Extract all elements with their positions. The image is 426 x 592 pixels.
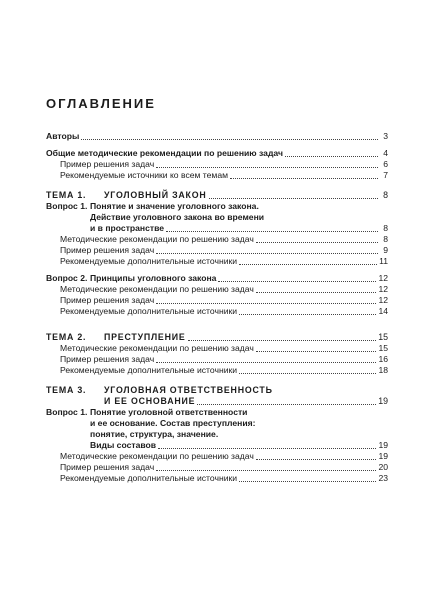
toc-page-number: 11 <box>379 256 388 266</box>
toc-leader <box>188 340 377 341</box>
toc-entry[interactable] <box>46 245 388 256</box>
toc-leader <box>256 351 377 352</box>
toc-entry-title: Методические рекомендации по решению задач <box>60 234 254 244</box>
theme-number: ТЕМА 3. <box>46 385 87 395</box>
question-title: и в пространстве <box>90 223 165 233</box>
toc-entry[interactable] <box>46 462 388 473</box>
question-number: Вопрос 1. <box>46 407 88 417</box>
toc-page-number: 19 <box>378 396 388 406</box>
theme-title: УГОЛОВНАЯ ОТВЕТСТВЕННОСТЬ <box>104 385 273 395</box>
toc-leader <box>156 470 376 471</box>
toc-page-number: 15 <box>378 332 388 342</box>
question-heading[interactable] <box>46 201 388 212</box>
toc-entry[interactable] <box>46 284 388 295</box>
question-title: и ее основание. Состав преступления: <box>90 418 256 428</box>
toc-page-number: 12 <box>378 295 388 305</box>
question-title: Понятие уголовной ответственности <box>90 407 248 417</box>
toc-entry[interactable] <box>46 306 388 317</box>
toc-list <box>46 131 388 490</box>
toc-entry[interactable] <box>46 170 388 181</box>
question-heading[interactable] <box>46 273 388 284</box>
toc-leader <box>218 281 376 282</box>
toc-page-number: 7 <box>383 170 388 180</box>
theme-heading-continuation <box>46 396 388 407</box>
question-title: Принципы уголовного закона <box>90 273 217 283</box>
toc-leader <box>156 362 376 363</box>
question-number: Вопрос 1. <box>46 201 88 211</box>
toc-page-number: 20 <box>378 462 388 472</box>
toc-entry-title: Методические рекомендации по решению задач <box>60 343 254 353</box>
toc-spacer <box>46 181 388 190</box>
toc-page-number: 4 <box>383 148 388 158</box>
toc-entry[interactable] <box>46 365 388 376</box>
toc-entry-title: Пример решения задач <box>60 159 155 169</box>
toc-entry[interactable] <box>46 148 388 159</box>
toc-page-number: 9 <box>383 245 388 255</box>
toc-spacer <box>46 323 388 332</box>
toc-page-number: 6 <box>383 159 388 169</box>
toc-page-number: 12 <box>378 273 388 283</box>
toc-entry-title: Рекомендуемые дополнительные источники <box>60 473 238 483</box>
toc-leader <box>256 459 377 460</box>
toc-leader <box>239 481 376 482</box>
question-heading-continuation <box>46 223 388 234</box>
question-heading[interactable] <box>46 407 388 418</box>
toc-page-number: 14 <box>378 306 388 316</box>
toc-entry[interactable] <box>46 256 388 267</box>
question-heading-continuation <box>46 418 388 429</box>
toc-leader <box>166 231 378 232</box>
toc-leader <box>209 198 379 199</box>
toc-leader <box>256 242 378 243</box>
toc-entry-title: Методические рекомендации по решению задач <box>60 451 254 461</box>
toc-leader <box>156 303 376 304</box>
toc-page-number: 3 <box>383 131 388 141</box>
question-number: Вопрос 2. <box>46 273 88 283</box>
toc-entry[interactable] <box>46 131 388 142</box>
toc-page-number: 19 <box>378 451 388 461</box>
toc-spacer <box>46 484 388 490</box>
toc-entry[interactable] <box>46 295 388 306</box>
question-title: Виды составов <box>90 440 157 450</box>
toc-page-number: 8 <box>383 234 388 244</box>
toc-entry-title: Рекомендуемые дополнительные источники <box>60 365 238 375</box>
toc-entry-title: Пример решения задач <box>60 462 155 472</box>
question-heading-continuation <box>46 212 388 223</box>
toc-leader <box>230 178 378 179</box>
toc-entry[interactable] <box>46 343 388 354</box>
toc-entry-title: Пример решения задач <box>60 245 155 255</box>
toc-entry-title: Рекомендуемые источники ко всем темам <box>60 170 229 180</box>
toc-entry[interactable] <box>46 473 388 484</box>
toc-leader <box>256 292 377 293</box>
toc-entry-title: Методические рекомендации по решению задач <box>60 284 254 294</box>
toc-spacer <box>46 376 388 385</box>
toc-leader <box>158 448 376 449</box>
toc-entry-title: Рекомендуемые дополнительные источники <box>60 306 238 316</box>
toc-entry-title: Общие методические рекомендации по решению задач <box>46 148 283 158</box>
question-heading-continuation <box>46 440 388 451</box>
toc-heading: ОГЛАВЛЕНИЕ <box>46 96 156 111</box>
toc-page-number: 8 <box>383 190 388 200</box>
toc-entry-title: Пример решения задач <box>60 354 155 364</box>
theme-heading[interactable] <box>46 385 388 396</box>
toc-entry[interactable] <box>46 159 388 170</box>
theme-heading[interactable] <box>46 332 388 343</box>
toc-leader <box>285 156 378 157</box>
toc-entry[interactable] <box>46 234 388 245</box>
theme-number: ТЕМА 1. <box>46 190 87 200</box>
theme-heading[interactable] <box>46 190 388 201</box>
toc-page-number: 18 <box>378 365 388 375</box>
toc-leader <box>197 404 376 405</box>
theme-title: И ЕЕ ОСНОВАНИЕ <box>104 396 196 406</box>
toc-leader <box>239 314 376 315</box>
toc-entry[interactable] <box>46 354 388 365</box>
question-title: Действие уголовного закона во времени <box>90 212 265 222</box>
toc-page-number: 12 <box>378 284 388 294</box>
toc-entry[interactable] <box>46 451 388 462</box>
toc-page-number: 19 <box>378 440 388 450</box>
theme-title: УГОЛОВНЫЙ ЗАКОН <box>104 190 207 200</box>
toc-page-number: 23 <box>378 473 388 483</box>
question-heading-continuation <box>46 429 388 440</box>
question-title: понятие, структура, значение. <box>90 429 219 439</box>
theme-title: ПРЕСТУПЛЕНИЕ <box>104 332 186 342</box>
toc-leader <box>81 139 378 140</box>
toc-leader <box>156 167 378 168</box>
toc-entry-title: Пример решения задач <box>60 295 155 305</box>
toc-page-number: 16 <box>378 354 388 364</box>
toc-entry-title: Авторы <box>46 131 80 141</box>
toc-entry-title: Рекомендуемые дополнительные источники <box>60 256 238 266</box>
toc-leader <box>239 373 376 374</box>
toc-leader <box>239 264 377 265</box>
toc-page-number: 8 <box>383 223 388 233</box>
toc-leader <box>156 253 378 254</box>
theme-number: ТЕМА 2. <box>46 332 87 342</box>
question-title: Понятие и значение уголовного закона. <box>90 201 259 211</box>
toc-page-number: 15 <box>378 343 388 353</box>
